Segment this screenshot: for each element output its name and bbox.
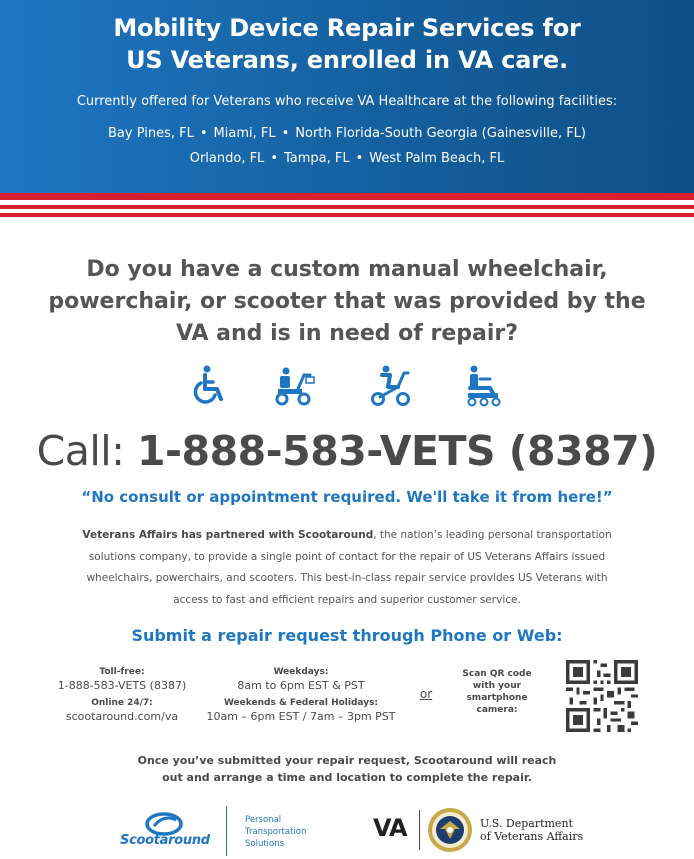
para-line-1-rest: , the nation’s leading personal transportation xyxy=(373,529,612,541)
red-stripe xyxy=(0,213,694,217)
facilities-intro: Currently offered for Veterans who receive VA Healthcare at the following facilities: xyxy=(76,94,618,109)
bullet-separator: • xyxy=(355,151,364,166)
tag-line-2: Transportation xyxy=(245,827,307,837)
facility-bay-pines: Bay Pines, FL xyxy=(107,126,194,141)
wheelchair-icon xyxy=(185,363,231,409)
call-prefix: Call: xyxy=(36,427,138,475)
title-line-2: US Veterans, enrolled in VA care. xyxy=(126,46,568,74)
qr-line-3: smartphone xyxy=(466,693,528,703)
powerchair-icon xyxy=(460,363,506,409)
tollfree-label: Toll-free: xyxy=(99,667,145,677)
flag-stripes xyxy=(0,193,694,219)
va-department-name xyxy=(480,817,583,843)
va-logo: VA xyxy=(373,814,407,842)
red-stripe xyxy=(0,193,694,200)
facilities-row-1 xyxy=(0,126,694,142)
holidays-label: Weekends & Federal Holidays: xyxy=(223,698,379,708)
qr-line-4: camera: xyxy=(476,705,518,715)
qr-line-1: Scan QR code xyxy=(462,669,532,679)
closing-line-2: out and arrange a time and location to complete the repair. xyxy=(162,771,532,784)
dept-line-2: of Veterans Affairs xyxy=(480,830,584,843)
para-line-2: solutions company, to provide a single point of contact for the repair of US Veterans Affairs issued xyxy=(88,550,606,563)
weekdays-hours: 8am to 6pm EST & PST xyxy=(237,679,365,692)
or-separator: or xyxy=(419,687,433,701)
scootaround-wordmark: Scootaround xyxy=(120,833,210,848)
tag-line-3: Solutions xyxy=(245,839,285,849)
call-line xyxy=(0,424,694,478)
para-line-1 xyxy=(58,525,636,547)
qr-instructions xyxy=(452,668,542,716)
para-bold-lead: Veterans Affairs has partnered with Scootaround xyxy=(82,529,374,541)
tag-line-1: Personal xyxy=(245,815,282,825)
va-seal-icon xyxy=(427,807,473,853)
facility-tampa: Tampa, FL xyxy=(283,151,350,166)
folding-scooter-icon xyxy=(368,363,414,409)
facilities-row-2 xyxy=(0,151,694,167)
tollfree-number-link[interactable]: 1-888-583-VETS (8387) xyxy=(57,679,187,692)
page-title xyxy=(0,12,694,76)
weekdays-label: Weekdays: xyxy=(273,667,329,677)
closing-note xyxy=(120,752,574,786)
facility-orlando: Orlando, FL xyxy=(189,151,265,166)
holidays-hours: 10am – 6pm EST / 7am – 3pm PST xyxy=(206,710,396,723)
submit-heading: Submit a repair request through Phone or Web: xyxy=(131,626,563,645)
footer-divider xyxy=(226,806,227,856)
question-line-3: VA and is in need of repair? xyxy=(175,321,519,346)
question-line-1: Do you have a custom manual wheelchair, xyxy=(86,257,608,282)
title-line-1: Mobility Device Repair Services for xyxy=(113,14,581,42)
tagline: “No consult or appointment required. We'll take it from here!” xyxy=(81,488,613,506)
facility-gainesville: North Florida-South Georgia (Gainesville, FL) xyxy=(295,126,587,141)
device-icons xyxy=(0,363,694,409)
contact-phone-web xyxy=(42,666,202,724)
website-link[interactable]: scootaround.com/va xyxy=(65,710,179,723)
para-line-3: wheelchairs, powerchairs, and scooters. This best-in-class repair service provides US Veterans with xyxy=(86,572,608,584)
bullet-separator: • xyxy=(199,126,208,141)
closing-line-1: Once you’ve submitted your repair request, Scootaround will reach xyxy=(137,754,557,767)
mobility-scooter-icon xyxy=(272,363,318,409)
va-divider xyxy=(419,810,420,850)
qr-code[interactable] xyxy=(566,660,638,732)
scootaround-tagline xyxy=(245,814,306,850)
online-label: Online 24/7: xyxy=(91,698,153,708)
partnership-paragraph xyxy=(58,525,636,611)
contact-hours xyxy=(196,666,406,724)
bullet-separator: • xyxy=(281,126,290,141)
footer-logos xyxy=(0,800,694,859)
dept-line-1: U.S. Department xyxy=(480,817,573,830)
para-line-4: access to fast and efficient repairs and superior customer service. xyxy=(173,593,521,606)
repair-question xyxy=(40,254,654,350)
bullet-separator: • xyxy=(270,151,278,166)
phone-number-link[interactable]: 1-888-583-VETS (8387) xyxy=(137,427,658,475)
question-line-2: powerchair, or scooter that was provided by the xyxy=(48,289,646,314)
facility-miami: Miami, FL xyxy=(213,126,276,141)
header-banner xyxy=(0,0,694,193)
qr-line-2: with your xyxy=(472,681,522,691)
facility-west-palm-beach: West Palm Beach, FL xyxy=(369,151,505,166)
scootaround-logo-icon xyxy=(118,808,212,856)
